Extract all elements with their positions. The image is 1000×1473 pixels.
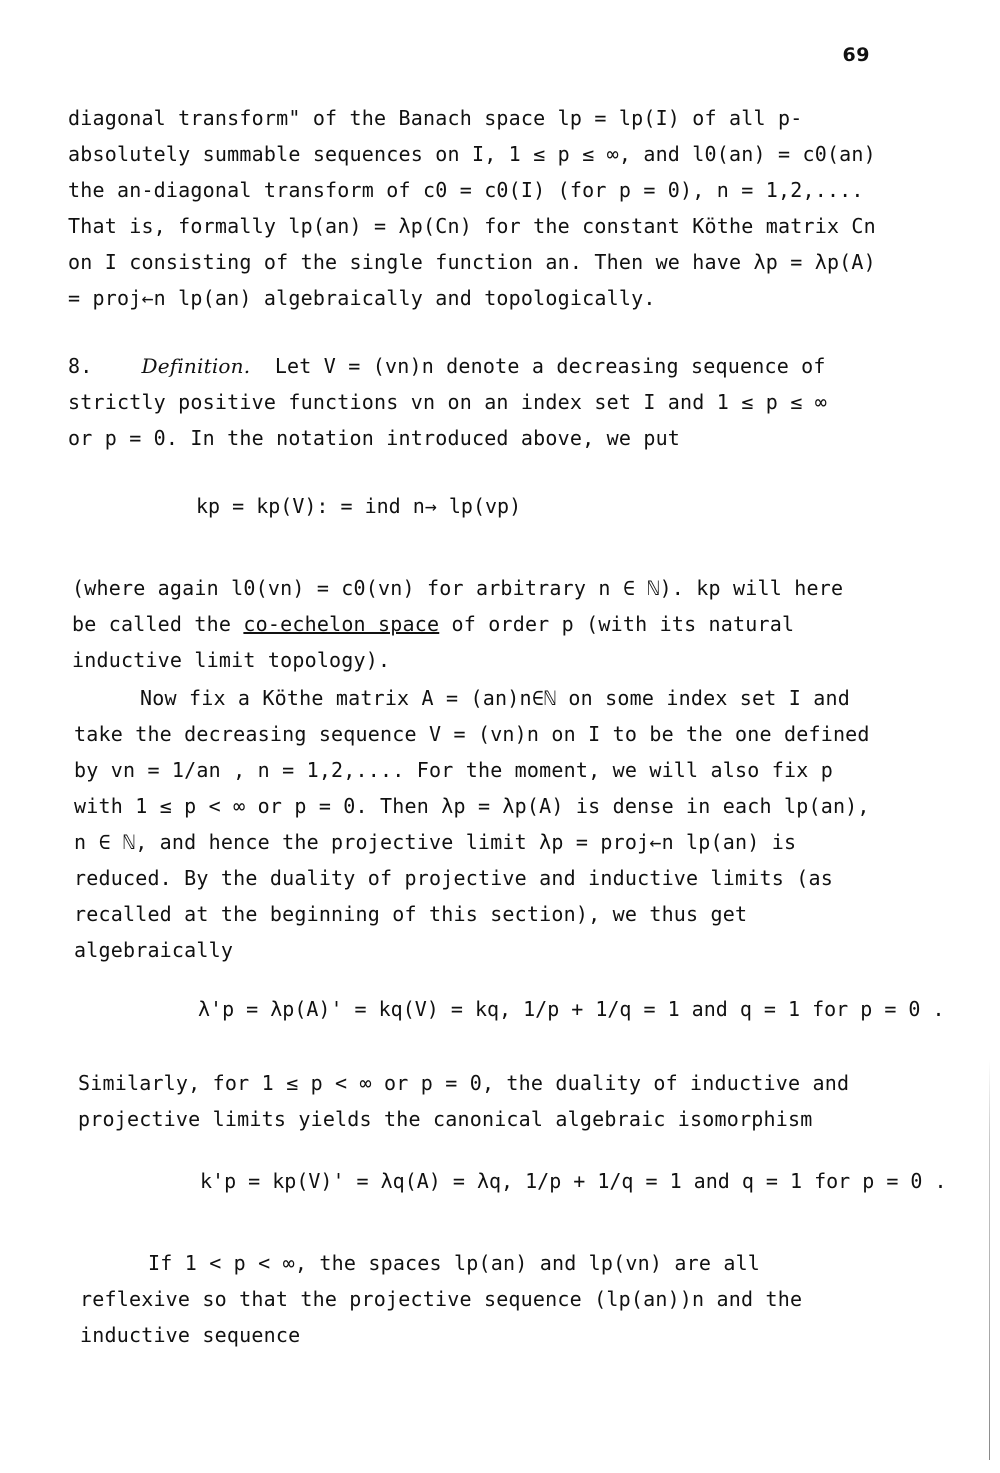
- formula-dual-lambda: λ'p = λp(A)' = kq(V) = kq, 1/p + 1/q = 1 and q = 1 for p = 0 .: [198, 997, 945, 1021]
- paragraph-co-echelon-space: [72, 570, 862, 678]
- definition-text: Let V = (vn)n denote a decreasing sequence of strictly positive functions vn on an index set I and 1 ≤ p ≤ ∞ or p = 0. In the notation introduced above, we put: [68, 354, 827, 450]
- definition-number: 8.: [68, 354, 93, 378]
- definition-label: Definition.: [141, 354, 251, 378]
- formula-dual-k: k'p = kp(V)' = λq(A) = λq, 1/p + 1/q = 1 and q = 1 for p = 0 .: [200, 1169, 947, 1193]
- scan-margin-line: [989, 1060, 990, 1460]
- paragraph-similarly: Similarly, for 1 ≤ p < ∞ or p = 0, the duality of inductive and projective limits yields the canonical algebraic isomorphism: [78, 1071, 850, 1131]
- co-echelon-term: co-echelon space: [243, 612, 440, 636]
- paragraph-diagonal-transform: diagonal transform" of the Banach space lp = lp(I) of all p-absolutely summable sequences on I, 1 ≤ p ≤ ∞, and l0(an) = c0(an) the an-diagonal transform of c0 = c0(I) (for p = 0), n = 1,2,.... That is, formally lp(an) = λp(Cn) for the constant Köthe matrix Cn on I consisting of the single function an. Then we have λp = λp(A) = proj←n lp(an) algebraically and topologically.: [68, 106, 876, 310]
- paragraph-reflexive: If 1 < p < ∞, the spaces lp(an) and lp(vn) are all reflexive so that the projective sequence (lp(an))n and the inductive sequence: [80, 1251, 803, 1347]
- page-number: 69: [842, 44, 870, 66]
- paragraph-kothe-matrix: Now fix a Köthe matrix A = (an)n∈ℕ on some index set I and take the decreasing sequence V = (vn)n on I to be the one defined by vn = 1/an , n = 1,2,.... For the moment, we will also fix p with 1 ≤ p < ∞ or p = 0. Then λp = λp(A) is dense in each lp(an), n ∈ ℕ, and hence the projective limit λp = proj←n lp(an) is reduced. By the duality of projective and inductive limits (as recalled at the beginning of this section), we thus get algebraically: [74, 686, 870, 962]
- co-echelon-rest: of order p (with its natural inductive limit topology).: [72, 612, 795, 672]
- formula-co-echelon: kp = kp(V): = ind n→ lp(vp): [196, 494, 522, 518]
- co-echelon-intro: (where again l0(vn) = c0(vn) for arbitrary n ∈ ℕ). kp will here be called the: [72, 576, 844, 636]
- paragraph-definition: [68, 348, 848, 456]
